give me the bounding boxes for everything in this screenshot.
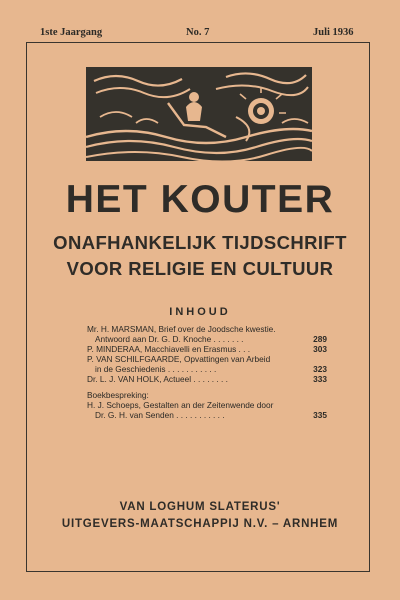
review-heading: Boekbespreking: xyxy=(87,390,149,400)
toc-entry xyxy=(87,324,327,344)
publisher-line-2: UITGEVERS-MAATSCHAPPIJ N.V. – ARNHEM xyxy=(61,518,339,530)
issue-number: No. 7 xyxy=(186,27,210,38)
toc-page-number: 303 xyxy=(313,344,327,354)
toc-entry-line: P. VAN SCHILFGAARDE, Opvattingen van Arbeid xyxy=(87,354,271,364)
toc-entry xyxy=(87,344,327,354)
issue-date: Juli 1936 xyxy=(313,27,354,38)
toc-page-number: 323 xyxy=(313,364,327,374)
subtitle-line-2: VOOR RELIGIE EN CULTUUR xyxy=(66,258,334,279)
toc-page-number: 333 xyxy=(313,374,327,384)
toc-entry-line: Mr. H. MARSMAN, Brief over de Joodsche kwestie. xyxy=(87,324,276,334)
toc-entry-line: H. J. Schoeps, Gestalten an der Zeitenwende door xyxy=(87,400,274,410)
volume-label: 1ste Jaargang xyxy=(40,27,103,38)
toc-entry xyxy=(87,354,327,374)
toc-entry-line: P. MINDERAA, Macchiavelli en Erasmus . . . xyxy=(87,344,251,354)
toc-page-number: 289 xyxy=(313,334,327,344)
toc-page-number: 335 xyxy=(313,410,327,420)
contents-heading: INHOUD xyxy=(169,306,231,318)
subtitle-line-1: ONAFHANKELIJK TIJDSCHRIFT xyxy=(53,232,347,253)
woodcut-illustration xyxy=(86,67,312,161)
toc-entry-line: Antwoord aan Dr. G. D. Knoche . . . . . . . xyxy=(95,334,244,344)
toc-entry-line: in de Geschiedenis . . . . . . . . . . . xyxy=(95,364,217,374)
contents-list xyxy=(87,324,327,420)
publisher-line-1: VAN LOGHUM SLATERUS' xyxy=(119,501,281,513)
magazine-title: HET KOUTER xyxy=(65,178,335,221)
toc-entry-line: Dr. L. J. VAN HOLK, Actueel . . . . . . . . xyxy=(87,374,228,384)
toc-entry-line: Dr. G. H. van Senden . . . . . . . . . . . xyxy=(95,410,225,420)
toc-entry xyxy=(87,374,327,384)
toc-entry xyxy=(87,400,327,420)
